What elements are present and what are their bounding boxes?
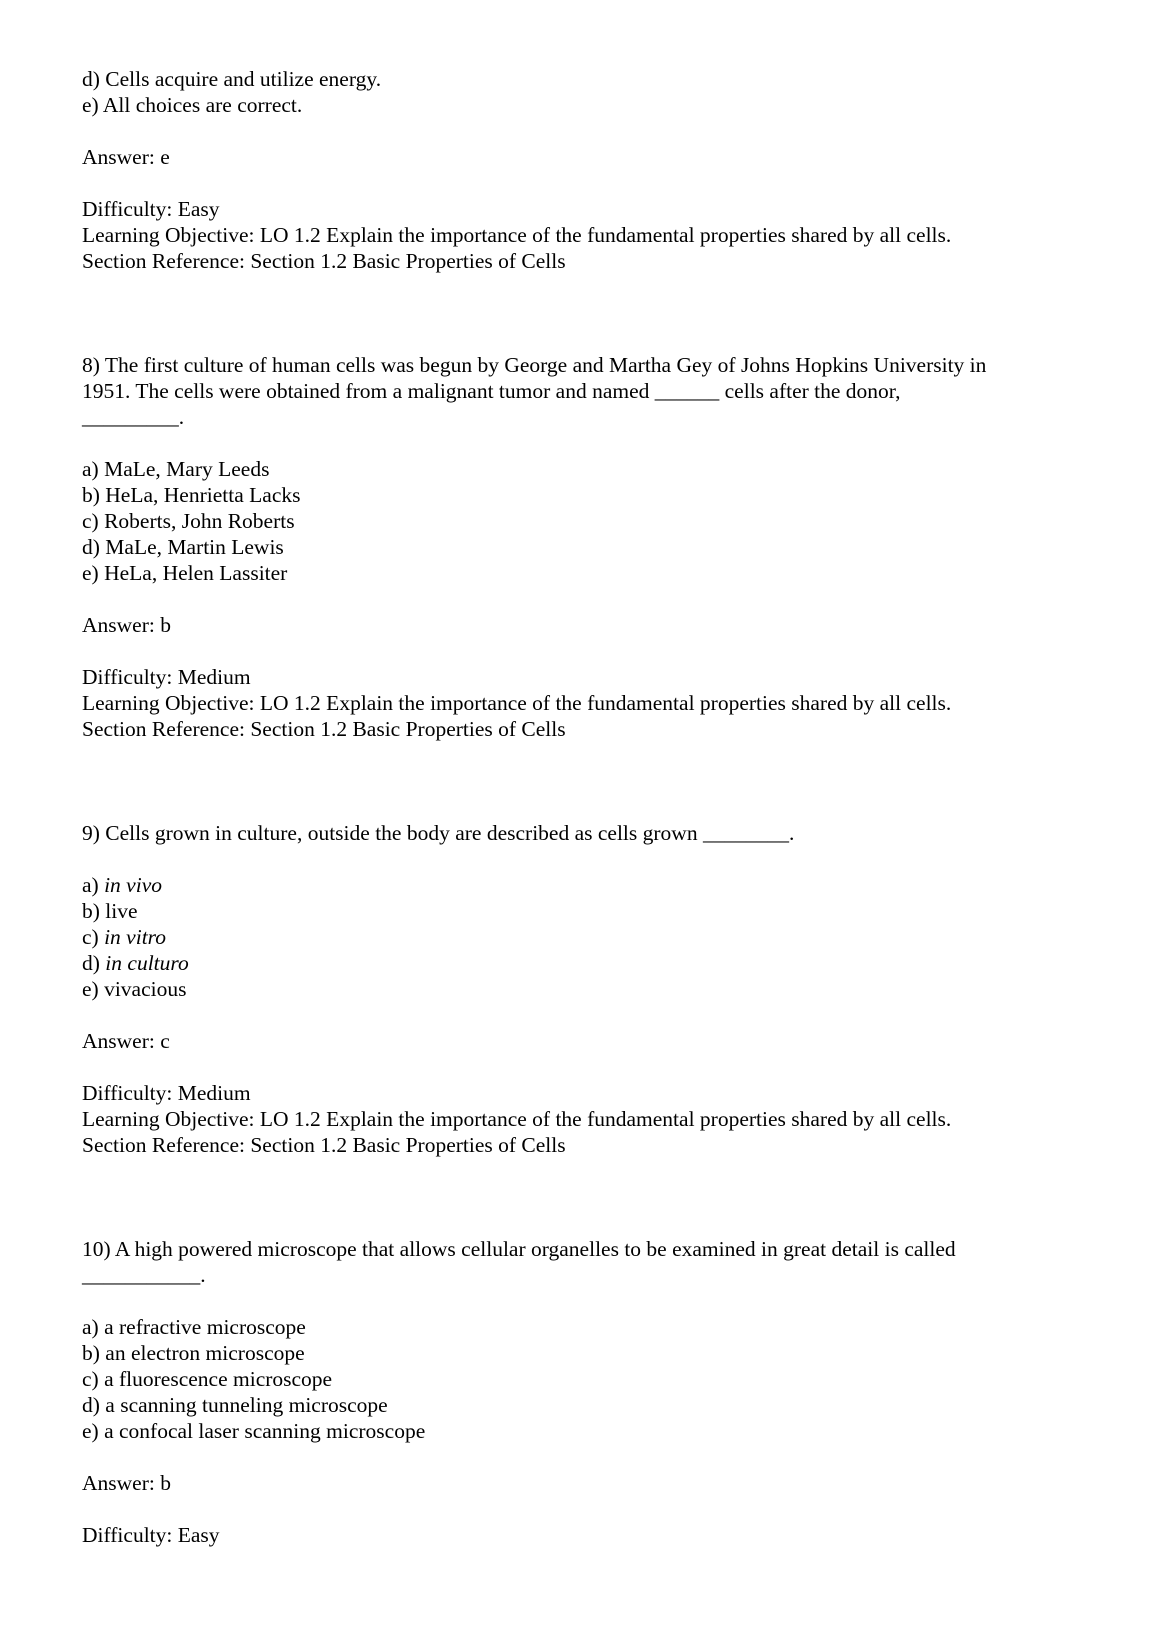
choice-c: c) a fluorescence microscope [82,1367,333,1391]
question-8 [82,352,1082,742]
choice-text: vivacious [104,977,187,1001]
question-stem-line: 9) Cells grown in culture, outside the body are described as cells grown ________. [82,821,795,845]
choice-text: in vitro [104,925,166,949]
question-9 [82,820,1082,1158]
difficulty: Difficulty: Easy [82,1523,220,1547]
choice-prefix: b) [82,899,106,923]
choice-d: d) MaLe, Martin Lewis [82,535,284,559]
choice-b: b) an electron microscope [82,1341,305,1365]
document-body [82,66,1082,1548]
section-reference: Section Reference: Section 1.2 Basic Properties of Cells [82,249,566,273]
choice-text: in culturo [105,951,189,975]
answer: Answer: b [82,1471,171,1495]
choice-a: a) a refractive microscope [82,1315,306,1339]
choice-prefix: d) [82,951,106,975]
learning-objective: Learning Objective: LO 1.2 Explain the importance of the fundamental properties shared by all cells. [82,223,952,247]
answer: Answer: b [82,613,171,637]
question-stem-line: _________. [82,405,185,429]
difficulty: Difficulty: Medium [82,665,251,689]
choice-d: d) Cells acquire and utilize energy. [82,67,382,91]
learning-objective: Learning Objective: LO 1.2 Explain the importance of the fundamental properties shared by all cells. [82,1107,952,1131]
question-stem-line: ___________. [82,1263,206,1287]
choice-c: c) Roberts, John Roberts [82,509,295,533]
answer: Answer: e [82,145,170,169]
question-stem-line: 8) The first culture of human cells was begun by George and Martha Gey of Johns Hopkins University in [82,353,987,377]
choice-text: live [105,899,138,923]
answer: Answer: c [82,1029,170,1053]
learning-objective: Learning Objective: LO 1.2 Explain the importance of the fundamental properties shared by all cells. [82,691,952,715]
choice-a: a) MaLe, Mary Leeds [82,457,270,481]
question-10 [82,1236,1082,1548]
choice-prefix: a) [82,873,105,897]
section-reference: Section Reference: Section 1.2 Basic Properties of Cells [82,717,566,741]
choice-e: e) All choices are correct. [82,93,303,117]
choice-b: b) HeLa, Henrietta Lacks [82,483,301,507]
difficulty: Difficulty: Easy [82,197,220,221]
choice-prefix: c) [82,925,105,949]
choice-text: in vivo [104,873,162,897]
choice-d: d) a scanning tunneling microscope [82,1393,388,1417]
question-stem-line: 10) A high powered microscope that allows cellular organelles to be examined in great detail is called [82,1237,956,1261]
choice-e: e) a confocal laser scanning microscope [82,1419,426,1443]
choice-e: e) HeLa, Helen Lassiter [82,561,288,585]
section-reference: Section Reference: Section 1.2 Basic Properties of Cells [82,1133,566,1157]
choice-b [82,898,1082,924]
difficulty: Difficulty: Medium [82,1081,251,1105]
choice-e [82,976,1082,1002]
choice-prefix: e) [82,977,105,1001]
choice-c [82,924,1082,950]
question-7-tail [82,66,1082,274]
question-stem-line: 1951. The cells were obtained from a malignant tumor and named ______ cells after the donor, [82,379,901,403]
choice-a [82,872,1082,898]
choice-d [82,950,1082,976]
